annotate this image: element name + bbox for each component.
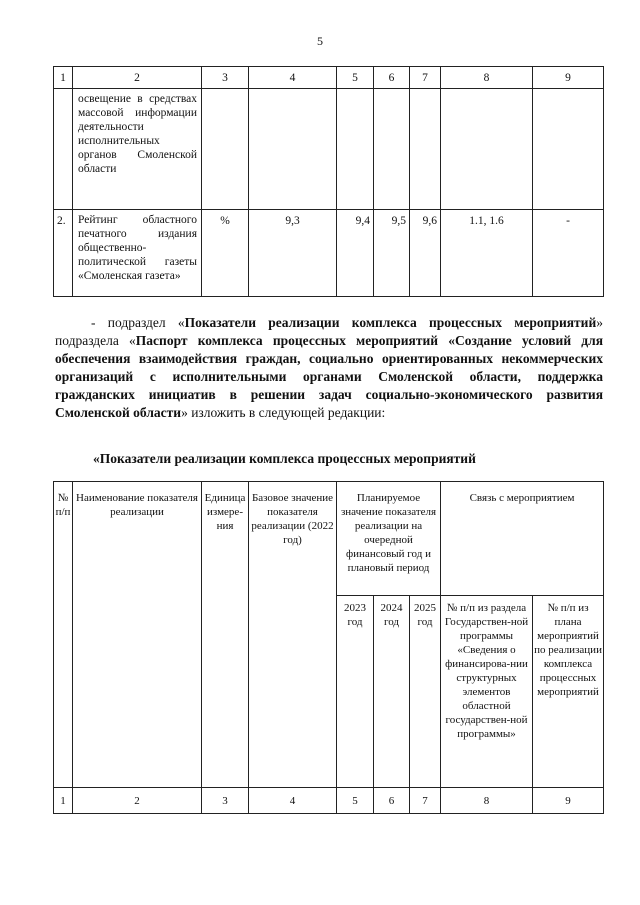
table-row — [54, 210, 604, 297]
paragraph-text: » подраздела « — [55, 315, 603, 348]
indicator-name: Рейтинг областного печатного издания общественно-политической газеты «Смоленская газета» — [73, 210, 202, 297]
paragraph-bold-text: Паспорт комплекса процессных мероприятий «Создание условий для обеспечения взаимодействия граждан, социально ориентированных некоммерческих организаций с исполнительными органами Смоленской области, поддержка гражданских инициатив в решении задач социально-экономического развития Смоленской области — [55, 333, 603, 420]
col-number-cell: 9 — [533, 67, 604, 89]
page-number: 5 — [317, 34, 323, 48]
header-year-2025: 2025 год — [410, 596, 441, 788]
link-plan-cell: - — [533, 210, 604, 297]
indicators-table-new — [53, 481, 604, 814]
value-2024-cell: 9,5 — [374, 210, 410, 297]
value-2023-cell: 9,4 — [337, 210, 374, 297]
paragraph-bold-text: Показатели реализации комплекса процессных мероприятий — [184, 315, 597, 330]
value-2025-cell — [410, 89, 441, 210]
col-number-cell: 5 — [337, 788, 374, 814]
header-base-value: Базовое значение показателя реализации (2022 год) — [249, 482, 337, 788]
base-value-cell: 9,3 — [249, 210, 337, 297]
col-number-cell: 6 — [374, 67, 410, 89]
col-number-cell: 7 — [410, 67, 441, 89]
header-link-plan: № п/п из плана мероприятий по реализации комплекса процессных мероприятий — [533, 596, 604, 788]
col-number-cell: 2 — [73, 788, 202, 814]
value-2023-cell — [337, 89, 374, 210]
col-number-cell: 3 — [202, 788, 249, 814]
col-number-cell: 4 — [249, 788, 337, 814]
row-number — [54, 89, 73, 210]
col-number-cell: 1 — [54, 788, 73, 814]
col-number-cell: 3 — [202, 67, 249, 89]
header-link: Связь с мероприятием — [441, 482, 604, 596]
unit-cell: % — [202, 210, 249, 297]
col-number-cell: 2 — [73, 67, 202, 89]
amendment-paragraph — [55, 314, 603, 422]
section-heading: «Показатели реализации комплекса процессных мероприятий — [93, 451, 476, 466]
indicators-table-continued — [53, 66, 604, 297]
col-number-cell: 8 — [441, 788, 533, 814]
header-year-2024: 2024 год — [374, 596, 410, 788]
table-header-row — [54, 482, 604, 596]
link-plan-cell — [533, 89, 604, 210]
header-name: Наименование показателя реализации — [73, 482, 202, 788]
paragraph-text: » изложить в следующей редакции: — [181, 405, 386, 420]
row-number: 2. — [54, 210, 73, 297]
col-number-cell: 5 — [337, 67, 374, 89]
column-numbering-row — [54, 788, 604, 814]
col-number-cell: 8 — [441, 67, 533, 89]
value-2025-cell: 9,6 — [410, 210, 441, 297]
col-number-cell: 9 — [533, 788, 604, 814]
column-numbering-row — [54, 67, 604, 89]
header-link-program: № п/п из раздела Государствен-ной программы «Сведения о финансирова-нии структурных элементов областной государствен-ной программы» — [441, 596, 533, 788]
base-value-cell — [249, 89, 337, 210]
table-row — [54, 89, 604, 210]
unit-cell — [202, 89, 249, 210]
header-unit: Единица измере-ния — [202, 482, 249, 788]
col-number-cell: 6 — [374, 788, 410, 814]
header-planned-value: Планируемое значение показателя реализации на очередной финансовый год и плановый период — [337, 482, 441, 596]
col-number-cell: 1 — [54, 67, 73, 89]
indicator-name: освещение в средствах массовой информации деятельности исполнительных органов Смоленской области — [73, 89, 202, 210]
link-program-cell: 1.1, 1.6 — [441, 210, 533, 297]
header-year-2023: 2023 год — [337, 596, 374, 788]
col-number-cell: 7 — [410, 788, 441, 814]
paragraph-text: - подраздел « — [91, 315, 185, 330]
value-2024-cell — [374, 89, 410, 210]
link-program-cell — [441, 89, 533, 210]
col-number-cell: 4 — [249, 67, 337, 89]
header-number: № п/п — [54, 482, 73, 788]
